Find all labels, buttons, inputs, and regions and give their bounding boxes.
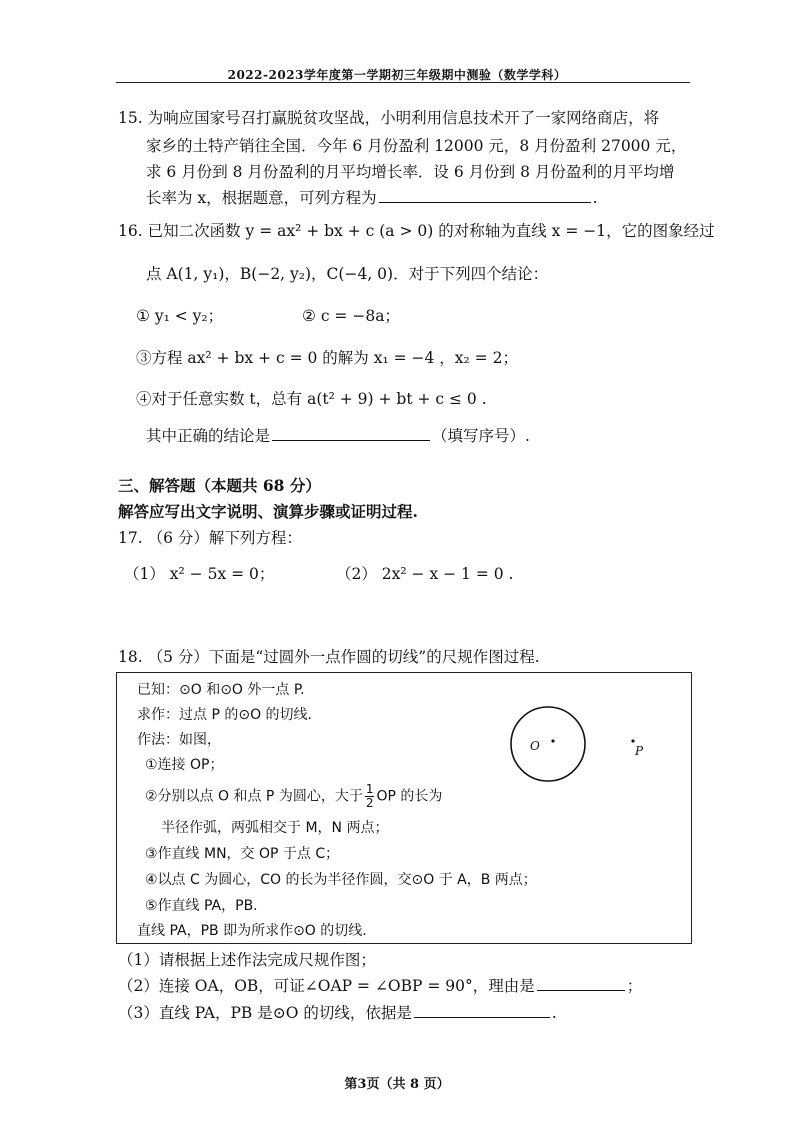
q15-prompt: 长率为 x，根据题意，可列方程为 [146,189,377,207]
label-o: O [530,739,540,753]
q18-sub-3 [118,1001,557,1023]
q15-end: . [592,189,598,207]
box-step-2 [145,783,442,810]
box-step-2-cont: 半径作弧，两弧相交于 M，N 两点； [161,820,389,836]
label-p: P [635,744,644,758]
q16-answer-line [146,424,530,446]
q15-line-1: 15. 为响应国家号召打赢脱贫攻坚战，小明利用信息技术开了一家网络商店，将 [118,109,660,127]
q16-line-1: 16. 已知二次函数 y = ax² + bx + c (a > 0) 的对称轴为直线 x = −1，它的图象经过 [118,222,715,240]
q16-answer-blank[interactable] [272,426,430,441]
box-step-2-a: ②分别以点 O 和点 P 为圆心，大于 [145,788,363,805]
box-known: 已知：⊙O 和⊙O 外一点 P. [137,682,305,698]
q15-line-4 [146,186,598,208]
q18-sub-3-prompt: （3）直线 PA，PB 是⊙O 的切线，依据是 [118,1004,412,1022]
center-point-o [551,739,554,742]
header-divider [116,82,690,83]
page-footer: 第3页（共 8 页） [344,1077,450,1092]
box-method: 作法：如图， [137,732,221,748]
q15-line-3: 求 6 月份到 8 月份盈利的月平均增长率．设 6 月份到 8 月份盈利的月平均增 [146,163,675,181]
q16-conclusion-2: ② c = −8a； [302,307,400,325]
box-step-4: ④以点 C 为圆心，CO 的长为半径作圆，交⊙O 于 A，B 两点； [145,872,537,888]
q18-sub-1: （1）请根据上述作法完成尺规作图； [118,951,376,969]
section-3-title: 三、解答题（本题共 68 分） [118,476,321,495]
q16-conclusion-1: ① y₁ < y₂； [136,307,224,325]
q18-sub-2-prompt: （2）连接 OA，OB，可证∠OAP = ∠OBP = 90°，理由是 [118,977,535,995]
one-half-fraction [365,783,375,810]
q16-hint: （填写序号）. [432,427,530,445]
q16-line-2: 点 A(1, y₁)，B(−2, y₂)，C(−4, 0)．对于下列四个结论： [146,265,549,283]
q18-sub-2 [118,974,642,996]
box-step-3: ③作直线 MN，交 OP 于点 C； [145,846,340,862]
q17-title: 17. （6 分）解下列方程： [118,529,302,547]
q18-sub-3-end: . [551,1004,557,1022]
q18-sub-2-blank[interactable] [537,976,625,991]
box-step-5: ⑤作直线 PA，PB. [145,898,258,914]
box-step-1: ①连接 OP； [145,757,224,773]
point-p [631,739,634,742]
box-step-2-b: OP 的长为 [376,788,443,805]
q17-part-2: （2） 2x² − x − 1 = 0 . [336,565,514,583]
q15-line-2: 家乡的土特产销往全国．今年 6 月份盈利 12000 元，8 月份盈利 27000 元， [146,137,687,155]
q18-title: 18. （5 分）下面是“过圆外一点作圆的切线”的尺规作图过程. [118,648,540,666]
q16-prompt: 其中正确的结论是 [146,427,271,445]
fraction-denominator: 2 [365,796,374,810]
section-3-instruction: 解答应写出文字说明、演算步骤或证明过程. [118,502,418,521]
q18-sub-2-end: ； [626,977,643,995]
box-conclusion: 直线 PA，PB 即为所求作⊙O 的切线. [137,923,367,939]
circle-o [511,707,585,781]
q15-answer-blank[interactable] [379,188,591,203]
q16-conclusion-3: ③方程 ax² + bx + c = 0 的解为 x₁ = −4 ，x₂ = 2； [136,349,518,367]
q16-conclusion-4: ④对于任意实数 t，总有 a(t² + 9) + bt + c ≤ 0 . [136,390,487,408]
q18-sub-3-blank[interactable] [414,1003,550,1018]
fraction-numerator: 1 [365,782,374,796]
construction-box [116,672,692,944]
page-header: 2022-2023学年度第一学期初三年级期中测验（数学学科） [227,68,567,82]
q17-part-1: （1） x² − 5x = 0； [124,565,275,583]
construction-figure [497,693,677,793]
box-task: 求作：过点 P 的⊙O 的切线. [137,707,312,723]
